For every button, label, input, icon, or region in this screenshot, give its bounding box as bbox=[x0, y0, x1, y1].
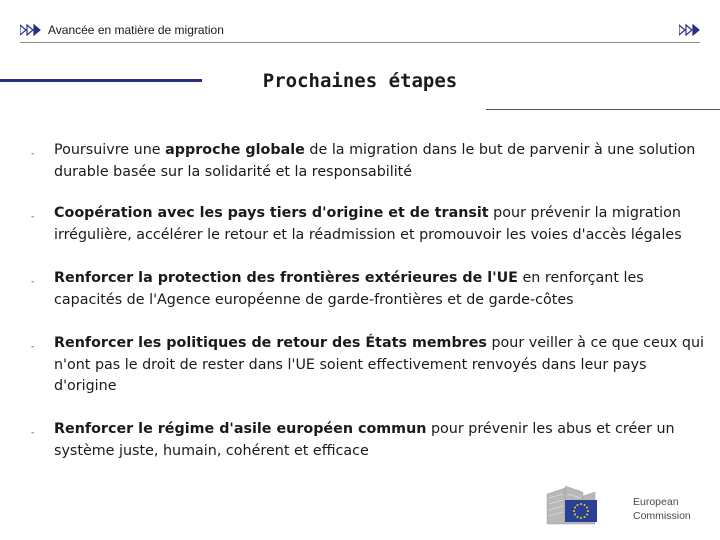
bullet-text: Poursuivre une approche globale de la migration dans le but de parvenir à une solution durable basée sur la solidarité et la responsabilité bbox=[54, 142, 696, 180]
bullet-dash: - bbox=[31, 212, 35, 222]
bullet-dash: - bbox=[31, 277, 35, 287]
header-title: Avancée en matière de migration bbox=[48, 23, 224, 37]
title-accent-rule-right bbox=[486, 109, 720, 110]
header-left-arrows-icon bbox=[20, 24, 44, 36]
bullet-dash: - bbox=[31, 149, 35, 159]
bullet-text: Renforcer le régime d'asile européen commun pour prévenir les abus et créer un système juste, humain, cohérent et efficace bbox=[54, 421, 675, 459]
logo-line1: European bbox=[633, 496, 679, 508]
header-divider bbox=[20, 42, 700, 43]
bullet-dash: - bbox=[31, 342, 35, 352]
header-right-arrows-icon bbox=[679, 24, 703, 36]
european-commission-logo bbox=[545, 484, 695, 526]
bullet-text: Coopération avec les pays tiers d'origine et de transit pour prévenir la migration irrégulière, accélérer le retour et la réadmission et promouvoir les voies d'accès légales bbox=[54, 205, 682, 243]
bullet-text: Renforcer les politiques de retour des États membres pour veiller à ce que ceux qui n'ont pas le droit de rester dans l'UE soient effectivement renvoyés dans leur pays d'origine bbox=[54, 335, 704, 395]
bullet-dash: - bbox=[31, 428, 35, 438]
title-accent-rule-left bbox=[0, 79, 202, 82]
eu-flag-icon bbox=[565, 500, 597, 522]
bullet-text: Renforcer la protection des frontières extérieures de l'UE en renforçant les capacités de l'Agence européenne de garde-frontières et de garde-côtes bbox=[54, 270, 644, 308]
slide-title: Prochaines étapes bbox=[262, 70, 458, 92]
logo-line2: Commission bbox=[633, 510, 691, 522]
